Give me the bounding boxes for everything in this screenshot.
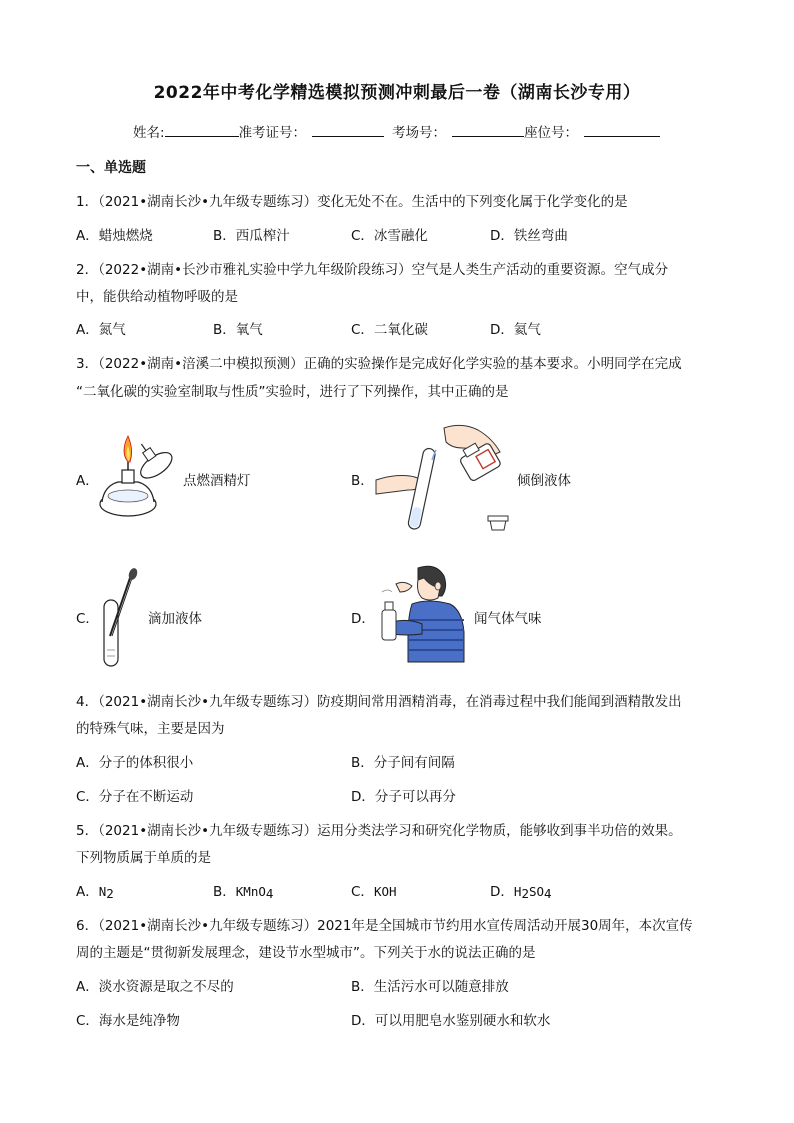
- q5-b-sub: 4: [265, 886, 274, 901]
- q5-c-formula: KOH: [373, 884, 397, 899]
- q4-option-a[interactable]: A．分子的体积很小: [76, 755, 194, 771]
- seat-blank[interactable]: [584, 122, 660, 137]
- q6-option-b[interactable]: B．生活污水可以随意排放: [351, 979, 509, 995]
- q3-a-caption: 点燃酒精灯: [183, 473, 251, 489]
- q1-option-b[interactable]: B．西瓜榨汁: [213, 228, 290, 244]
- exam-no-label: 准考证号：: [238, 125, 307, 141]
- q5-option-b[interactable]: [213, 880, 273, 901]
- q4-option-c[interactable]: C．分子在不断运动: [76, 789, 194, 805]
- q6-option-c[interactable]: C．海水是纯净物: [76, 1013, 180, 1029]
- q6-stem-line2: 周的主题是“贯彻新发展理念，建设节水型城市”。下列关于水的说法正确的是: [76, 945, 536, 961]
- q5-stem-line1: 5．（2021•湖南长沙•九年级专题练习）运用分类法学习和研究化学物质，能够收到事半功倍的效果。: [76, 823, 682, 839]
- q1-option-d[interactable]: D．铁丝弯曲: [490, 228, 568, 244]
- smelling-gas-figure: [378, 562, 468, 664]
- q5-d-formula-so: SO: [528, 884, 545, 899]
- q4-option-b[interactable]: B．分子间有间隔: [351, 755, 455, 771]
- q4-stem-line2: 的特殊气味，主要是因为: [76, 721, 225, 737]
- q1-stem: 1．（2021•湖南长沙•九年级专题练习）变化无处不在。生活中的下列变化属于化学变化的是: [76, 194, 628, 210]
- q1-option-c[interactable]: C．冰雪融化: [351, 228, 428, 244]
- q5-a-prefix: A．: [76, 884, 99, 900]
- q6-stem-line1: 6．（2021•湖南长沙•九年级专题练习）2021年是全国城市节约用水宣传周活动开展30周年，本次宣传: [76, 918, 693, 934]
- q2-stem-line2: 中，能供给动植物呼吸的是: [76, 289, 238, 305]
- q2-option-a[interactable]: A．氮气: [76, 322, 126, 338]
- exam-no-blank[interactable]: [312, 122, 384, 137]
- q5-d-formula-h: H: [513, 884, 522, 899]
- q3-option-c[interactable]: C．: [76, 611, 99, 627]
- q2-option-d[interactable]: D．氦气: [490, 322, 541, 338]
- q5-c-prefix: C．: [351, 884, 374, 900]
- pouring-liquid-figure: [374, 418, 514, 540]
- name-blank[interactable]: [165, 122, 239, 137]
- room-label: 考场号：: [392, 125, 447, 141]
- q5-d-sub-h: 2: [521, 886, 529, 901]
- q4-stem-line1: 4．（2021•湖南长沙•九年级专题练习）防疫期间常用酒精消毒，在消毒过程中我们能闻到酒精散发出: [76, 694, 682, 710]
- q5-option-a[interactable]: [76, 880, 114, 901]
- alcohol-lamp-lighting-figure: [94, 432, 184, 524]
- q3-option-d[interactable]: D．: [351, 611, 375, 627]
- q2-stem-line1: 2．（2022•湖南•长沙市雅礼实验中学九年级阶段练习）空气是人类生产活动的重要资源。空气成分: [76, 262, 669, 278]
- q5-d-prefix: D．: [490, 884, 514, 900]
- q4-option-d[interactable]: D．分子可以再分: [351, 789, 456, 805]
- q5-stem-line2: 下列物质属于单质的是: [76, 850, 211, 866]
- q3-stem-line1: 3．（2022•湖南•涪溪二中模拟预测）正确的实验操作是完成好化学实验的基本要求。小明同学在完成: [76, 356, 682, 372]
- dropper-test-tube-figure: [96, 566, 140, 670]
- q5-d-sub-so: 4: [544, 886, 552, 901]
- q3-option-a[interactable]: A．: [76, 473, 99, 489]
- q3-b-caption: 倾倒液体: [517, 473, 571, 489]
- q3-option-b[interactable]: B．: [351, 473, 374, 489]
- q1-option-a[interactable]: A．蜡烛燃烧: [76, 228, 153, 244]
- q3-stem-line2: “二氧化碳的实验室制取与性质”实验时，进行了下列操作，其中正确的是: [76, 384, 509, 400]
- q5-b-formula: KMnO: [235, 884, 266, 899]
- seat-label: 座位号：: [524, 125, 579, 141]
- candidate-info-row: [133, 121, 660, 141]
- q3-d-caption: 闻气体气味: [474, 611, 542, 627]
- q5-option-c[interactable]: [351, 880, 397, 900]
- q6-option-a[interactable]: A．淡水资源是取之不尽的: [76, 979, 234, 995]
- q5-option-d[interactable]: [490, 880, 552, 901]
- q2-option-b[interactable]: B．氧气: [213, 322, 263, 338]
- q5-a-formula: N: [98, 884, 107, 899]
- page-title: 2022年中考化学精选模拟预测冲刺最后一卷（湖南长沙专用）: [153, 83, 641, 103]
- room-blank[interactable]: [452, 122, 524, 137]
- q5-b-prefix: B．: [213, 884, 236, 900]
- q3-c-caption: 滴加液体: [148, 611, 202, 627]
- q5-a-sub: 2: [106, 886, 114, 901]
- section-heading: 一、单选题: [76, 160, 146, 176]
- name-label: 姓名:: [133, 125, 165, 141]
- q6-option-d[interactable]: D．可以用肥皂水鉴别硬水和软水: [351, 1013, 551, 1029]
- q2-option-c[interactable]: C．二氧化碳: [351, 322, 428, 338]
